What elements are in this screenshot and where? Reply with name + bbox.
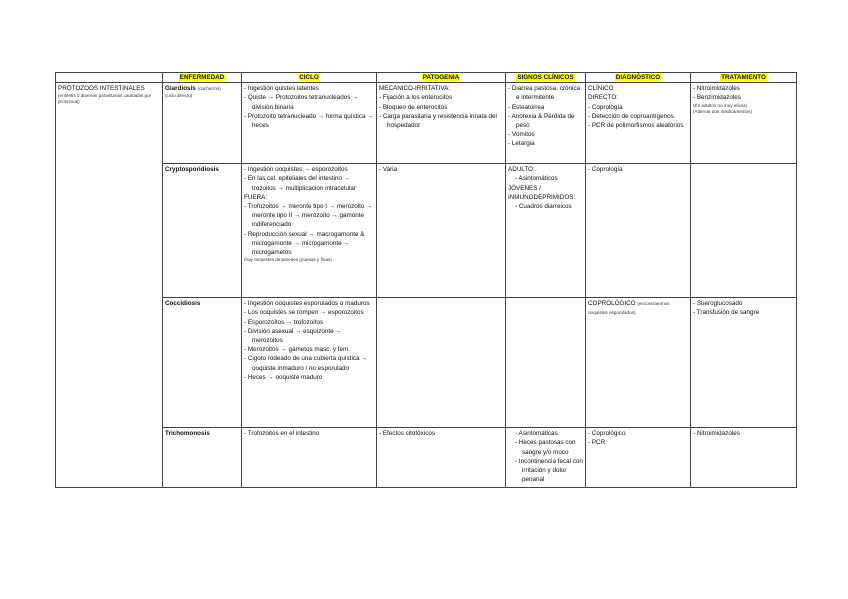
- ciclo-cell: [242, 83, 377, 164]
- ciclo-cell: [242, 298, 377, 428]
- list-item: - En las cel. epiteliales del intestino → trozoitos → multiplicación intracelular: [244, 175, 356, 192]
- tratamiento-cell: [691, 298, 797, 428]
- list-item: - Sueroglucosado: [693, 300, 743, 308]
- list-item: - Bloqueo de enterocitos: [379, 103, 448, 111]
- header-blank: [56, 73, 163, 83]
- list-item: - Nitroimidazoles: [693, 85, 740, 93]
- signos-cell: [506, 83, 586, 164]
- disease-name: Giardiosis: [165, 85, 196, 93]
- list-item: - Esporozoitos → trofozoitos: [244, 318, 324, 326]
- cycle-note: (hay ooquistes de paredes gruesas y finas): [244, 257, 332, 263]
- header-enfermedad: [163, 73, 242, 83]
- header-ciclo-label: CICLO: [299, 74, 319, 81]
- patogenia-cell: [377, 298, 506, 428]
- header-diagnostico: [586, 73, 691, 83]
- list-item: - Vómitos: [508, 131, 535, 139]
- list-item: - Quiste → Protozoitos tetranucleados → división binaria: [244, 94, 359, 111]
- treatment-note: (En adultos no muy eficaz): [693, 102, 748, 108]
- group-title: PROTOZOOS INTESTINALES: [58, 85, 145, 93]
- ciclo-cell: [242, 428, 377, 488]
- table-row: [56, 83, 797, 164]
- list-item: - Reproducción sexual → macrogamonte & microgamonte → microgamonte → microgametos: [244, 230, 365, 257]
- list-heading: COPROLÓGICO: [588, 300, 636, 308]
- treatment-note: (Alternar dos medicamentos): [693, 108, 752, 114]
- tratamiento-cell: [691, 164, 797, 298]
- patogenia-cell: [377, 83, 506, 164]
- header-patogenia-label: PATOGENIA: [422, 74, 460, 81]
- list-item: - Cigoto rodeado de una cubierta quística → ooquiste inmaduro / no esporulado: [244, 355, 368, 372]
- list-item: - Incontinencia fecal con irritación y dolor perianal: [515, 457, 583, 484]
- diagnostico-cell: [586, 164, 691, 298]
- cycle-type-note: (ciclo directo): [165, 93, 193, 99]
- disease-name: Cryptosporidiosis: [165, 166, 219, 174]
- header-patogenia: [377, 73, 506, 83]
- list-item: - Efectos citotóxicos: [379, 430, 435, 438]
- list-heading: FUERA:: [244, 193, 268, 201]
- diagnostico-cell: [586, 83, 691, 164]
- list-item: - PCR: [588, 439, 606, 447]
- tratamiento-cell: [691, 428, 797, 488]
- list-item: - Ingestión ooquistes esporulados o maduros: [244, 300, 370, 308]
- list-item: - Varia: [379, 166, 398, 174]
- signos-cell: [506, 164, 586, 298]
- list-item: - Nitroimidazoles: [693, 430, 740, 438]
- list-heading: CLÍNICO: [588, 85, 614, 93]
- list-item: - Letargia: [508, 140, 535, 148]
- header-signos-label: SIGNOS CLÍNICOS: [517, 74, 574, 81]
- disease-cell: [163, 83, 242, 164]
- header-row: [56, 73, 797, 83]
- list-item: - División asexual → esquizonte → merozoitos: [244, 327, 342, 345]
- list-item: - Coprología: [588, 166, 623, 174]
- list-item: - PCR de polimorfismos aleatorios: [588, 122, 684, 130]
- disease-cell: [163, 164, 242, 298]
- list-item: - Carga parasitaria y resistencia innata del hospedador: [379, 112, 497, 130]
- diagnosis-note: (encontraremos ooquistes esporulados): [588, 301, 670, 316]
- table-row: [56, 164, 797, 298]
- header-enfermedad-label: ENFERMEDAD: [179, 74, 225, 81]
- header-signos: [506, 73, 586, 83]
- list-item: - Benzimidazoles: [693, 94, 741, 102]
- list-item: - Coprológico: [588, 430, 626, 438]
- patogenia-cell: [377, 428, 506, 488]
- disease-name: Trichomonosis: [165, 430, 210, 438]
- list-item: - Heces pastosas con sangre y/o moco: [515, 439, 576, 456]
- signos-cell: [506, 428, 586, 488]
- list-item: - Diarrea pastosa, crónica e intermitente: [508, 85, 581, 102]
- tratamiento-cell: [691, 83, 797, 164]
- diagnostico-cell: [586, 428, 691, 488]
- group-cell: [56, 83, 163, 488]
- list-heading: JÓVENES / INMUNODEPRIMIDOS:: [508, 184, 576, 201]
- list-item: - Anorexia & Pérdida de peso: [508, 112, 575, 130]
- list-heading: MECÁNICO-IRRITATIVA:: [379, 85, 451, 93]
- list-item: - Esteatorrea: [508, 103, 545, 111]
- list-item: - Fijación a los enterocitos: [379, 94, 453, 102]
- disease-table: [55, 72, 797, 488]
- table-row: [56, 298, 797, 428]
- disease-name: Coccidiosis: [165, 300, 201, 308]
- list-item: - Los ooquistes se rompen → esporozoitos: [244, 309, 364, 317]
- list-item: - Transfusión de sangre: [693, 309, 760, 317]
- list-item: - Detección de coproantígenos: [588, 112, 674, 120]
- diagnostico-cell: [586, 298, 691, 428]
- list-item: - Trofozoitos → meronte tipo I → merozoito → meronte tipo II → merozoito → gamonte indiferenciado: [244, 203, 373, 229]
- list-item: - Trofozoitos en el intestino: [244, 430, 320, 438]
- list-heading: DIRECTO:: [588, 94, 618, 102]
- header-diagnostico-label: DIAGNÓSTICO: [615, 74, 661, 81]
- disease-note: (cachorros): [197, 86, 221, 92]
- header-tratamiento: [691, 73, 797, 83]
- list-item: - Asintomáticas: [515, 430, 558, 438]
- table-row: [56, 428, 797, 488]
- header-ciclo: [242, 73, 377, 83]
- list-heading: ADULTO:: [508, 166, 535, 174]
- signos-cell: [506, 298, 586, 428]
- header-tratamiento-label: TRATAMIENTO: [721, 74, 766, 81]
- list-item: - Protozoito tetranucleado → forma quística → heces: [244, 112, 374, 130]
- list-item: - Cuadros diarreicos: [515, 203, 572, 211]
- list-item: - Ingestión ooquistes → esporozoitos: [244, 166, 348, 174]
- group-note: (enteritis o diarreas parasitarias causadas por protozoos): [58, 93, 152, 105]
- list-item: - Ingestión quistes latentes: [244, 85, 319, 93]
- disease-cell: [163, 298, 242, 428]
- ciclo-cell: [242, 164, 377, 298]
- list-item: - Heces → ooquiste maduro: [244, 373, 323, 381]
- list-item: - Coprología: [588, 103, 623, 111]
- patogenia-cell: [377, 164, 506, 298]
- list-item: - Merozoitos → gametos masc. y fem.: [244, 346, 351, 354]
- list-item: - Asintomáticos: [515, 175, 558, 183]
- disease-cell: [163, 428, 242, 488]
